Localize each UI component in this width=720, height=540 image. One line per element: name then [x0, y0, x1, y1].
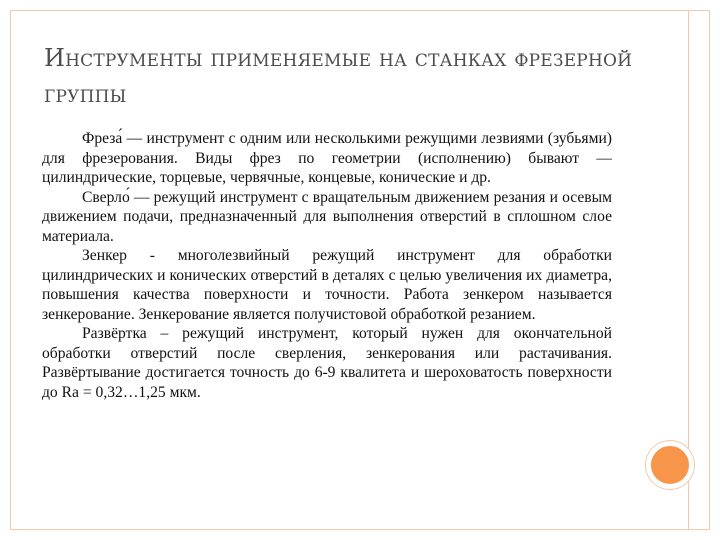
paragraph-countersink: Зенкер - многолезвийный режущий инструмент для обработки цилиндрических и конических отверстий в деталях с целью увеличения их диаметра, повышения качества поверхности и точности. Работа зенкером называется зенкерование. Зенкерование является получистовой обработкой резанием.: [42, 247, 612, 323]
paragraph-milling-cutter: Фреза́ — инструмент с одним или несколькими режущими лезвиями (зубьями) для фрезерования. Виды фрез по геометрии (исполнению) бывают — цилиндрические, торцевые, червячные, концевые, конические и др.: [42, 130, 612, 186]
paragraph-drill: Сверло́ — режущий инструмент с вращательным движением резания и осевым движением подачи, предназначенный для выполнения отверстий в сплошном слое материала.: [42, 188, 612, 245]
slide-body: [42, 129, 612, 402]
accent-circle: [646, 441, 694, 489]
paragraph-reamer: Развёртка – режущий инструмент, который нужен для окончательной обработки отверстий после сверления, зенкерования или растачивания. Развёртывание достигается точность до 6-9 квалитета и шероховатость поверхности до Ra = 0,32…1,25 мкм.: [42, 325, 612, 401]
slide-title: Инструменты применяемые на станках фрезерной группы: [44, 44, 633, 108]
